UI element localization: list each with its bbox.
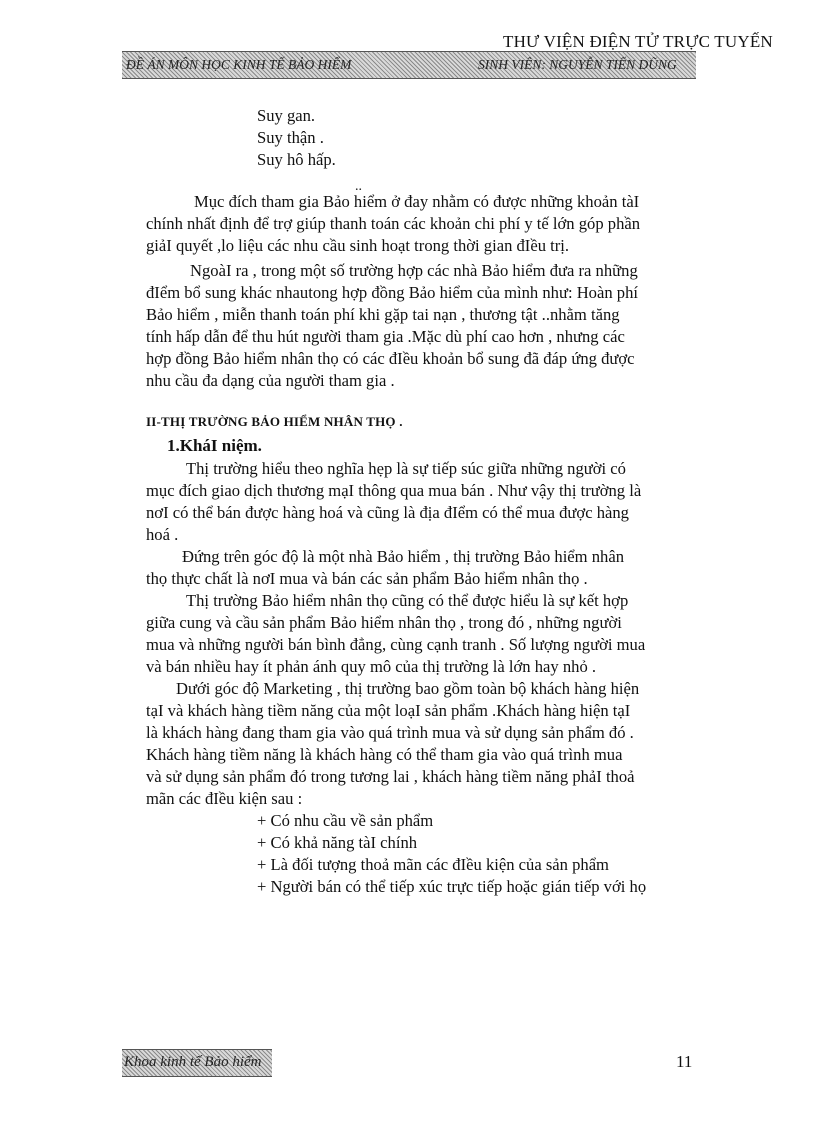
paragraph-line: Thị trường Bảo hiểm nhân thọ cũng có thể được hiểu là sự kết hợp [186,591,629,610]
paragraph-line: hoá . [146,525,179,544]
paragraph-line: thọ thực chất là nơI mua và bán các sản phẩm Bảo hiểm nhân thọ . [146,569,588,588]
paragraph-line: Đứng trên góc độ là một nhà Bảo hiểm , thị trường Bảo hiểm nhân [182,547,624,566]
list-item: Suy gan. [257,106,316,125]
paragraph-line: đIểm bổ sung khác nhautong hợp đồng Bảo hiểm của mình như: Hoàn phí [146,283,638,302]
paragraph-line: và sử dụng sản phẩm đó trong tương lai , khách hàng tiềm năng phảI thoả [146,767,635,786]
paragraph-line: giảI quyết ,lo liệu các nhu cầu sinh hoạt trong thời gian đIều trị. [146,236,570,255]
ellipsis-mark: .. [355,179,362,194]
paragraph-line: là khách hàng đang tham gia vào quá trình mua và sử dụng sản phẩm đó . [146,723,634,742]
paragraph-line: chính nhất định để trợ giúp thanh toán các khoản chi phí y tế lớn góp phần [146,214,641,233]
paragraph-line: giữa cung và cầu sản phẩm Bảo hiểm nhân thọ , trong đó , những người [146,613,622,632]
watermark: THƯ VIỆN ĐIỆN TỬ TRỰC TUYẾN [503,32,773,51]
paragraph-line: NgoàI ra , trong một số trường hợp các nhà Bảo hiểm đưa ra những [190,261,638,280]
paragraph-line: nhu cầu đa dạng của người tham gia . [146,371,395,390]
page-footer [122,1049,272,1077]
header-course-title: ĐỀ ÁN MÔN HỌC KINH TẾ BẢO HIỂM [126,57,352,72]
paragraph-line: Thị trường hiểu theo nghĩa hẹp là sự tiếp súc giữa những người có [186,459,626,478]
paragraph-line: tính hấp dẫn để thu hút người tham gia .Mặc dù phí cao hơn , nhưng các [146,327,625,346]
paragraph-line: tạI và khách hàng tiềm năng của một loạI sản phẩm .Khách hàng hiện tạI [146,701,631,720]
page-header [122,51,696,79]
section-heading: II-THỊ TRƯỜNG BẢO HIỂM NHÂN THỌ . [146,414,403,429]
paragraph-line: Bảo hiểm , miễn thanh toán phí khi gặp tai nạn , thương tật ..nhằm tăng [146,305,620,324]
paragraph-line: mục đích giao dịch thương mạI thông qua mua bán . Như vậy thị trường là [146,481,642,500]
condition-item: + Là đối tượng thoả mãn các đIều kiện của sản phẩm [257,855,609,874]
paragraph-line: nơI có thể bán được hàng hoá và cũng là địa đIểm có thể mua được hàng [146,503,629,522]
paragraph-line: Khách hàng tiềm năng là khách hàng có thể tham gia vào quá trình mua [146,745,623,764]
condition-item: + Có khả năng tàI chính [257,833,418,852]
list-item: Suy thận . [257,128,324,147]
footer-faculty: Khoa kinh tế Bảo hiểm [124,1054,262,1070]
paragraph-line: Mục đích tham gia Bảo hiểm ở đay nhằm có được những khoản tàI [194,192,640,211]
paragraph-line: mãn các đIều kiện sau : [146,789,303,808]
condition-item: + Có nhu cầu về sản phẩm [257,811,434,830]
paragraph-line: hợp đồng Bảo hiểm nhân thọ có các đIều khoản bổ sung đã đáp ứng được [146,349,635,368]
list-item: Suy hô hấp. [257,150,336,169]
paragraph-line: mua và những người bán bình đẳng, cùng cạnh tranh . Số lượng người mua [146,635,646,654]
subsection-heading: 1.KháI niệm. [167,436,262,455]
header-student-name: SINH VIÊN: NGUYỄN TIẾN DŨNG [478,57,677,72]
paragraph-line: và bán nhiều hay ít phản ánh quy mô của thị trường là lớn hay nhỏ . [146,657,597,676]
paragraph-line: Dưới góc độ Marketing , thị trường bao gồm toàn bộ khách hàng hiện [176,679,640,698]
condition-item: + Người bán có thể tiếp xúc trực tiếp hoặc gián tiếp với họ [257,877,647,896]
page-number: 11 [676,1052,693,1071]
